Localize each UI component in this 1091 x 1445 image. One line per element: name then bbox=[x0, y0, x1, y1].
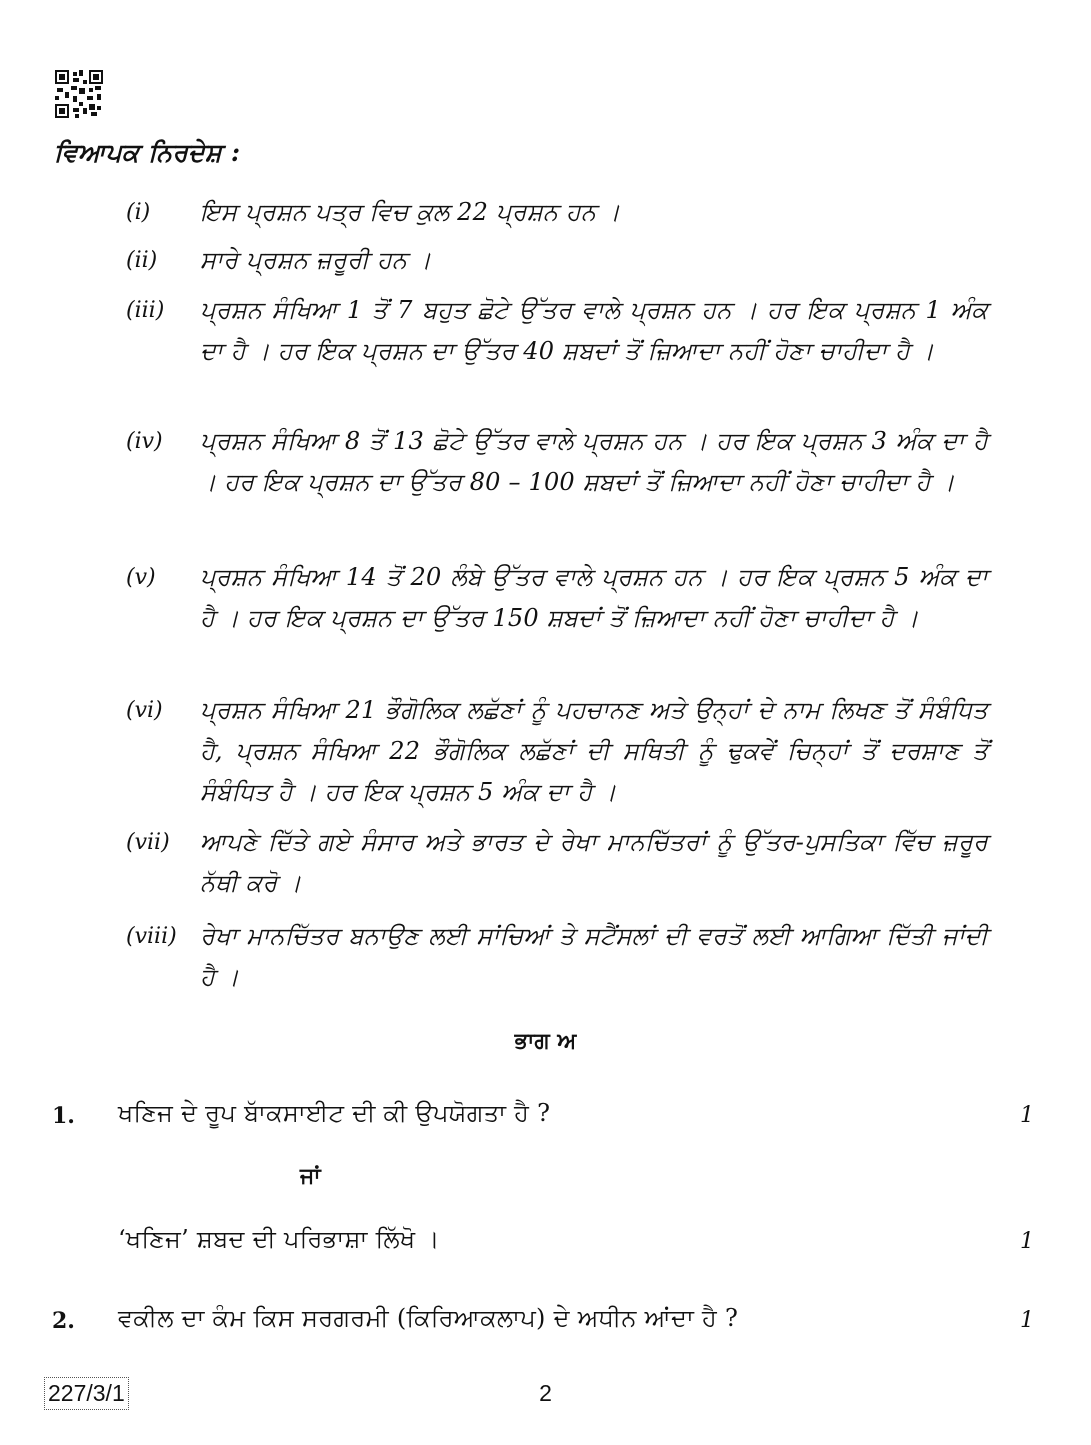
instruction-item bbox=[126, 822, 988, 904]
question-marks: 1 bbox=[1020, 1229, 1034, 1254]
paper-code: 227/3/1 bbox=[44, 1377, 129, 1410]
or-label: ਜਾਂ bbox=[300, 1163, 321, 1189]
instruction-number: (ii) bbox=[126, 248, 158, 273]
instruction-text: ਆਪਣੇ ਦਿੱਤੇ ਗਏ ਸੰਸਾਰ ਅਤੇ ਭਾਰਤ ਦੇ ਰੇਖਾ ਮਾਨਚਿੱਤਰਾਂ ਨੂੰ ਉੱਤਰ-ਪੁਸਤਿਕਾ ਵਿੱਚ ਜ਼ਰੂਰ ਨੱਥੀ ਕਰੋ । bbox=[200, 828, 988, 897]
question-text: ‘ਖਣਿਜ’ ਸ਼ਬਦ ਦੀ ਪਰਿਭਾਸ਼ਾ ਲਿੱਖੋ । bbox=[118, 1225, 440, 1253]
instruction-item bbox=[126, 290, 988, 372]
instruction-text: ਇਸ ਪ੍ਰਸ਼ਨ ਪਤ੍ਰ ਵਿਚ ਕੁਲ 22 ਪ੍ਰਸ਼ਨ ਹਨ । bbox=[200, 198, 621, 226]
instruction-item bbox=[126, 421, 988, 503]
instruction-text: ਪ੍ਰਸ਼ਨ ਸੰਖਿਆ 1 ਤੋਂ 7 ਬਹੁਤ ਛੋਟੇ ਉੱਤਰ ਵਾਲੇ ਪ੍ਰਸ਼ਨ ਹਨ । ਹਰ ਇਕ ਪ੍ਰਸ਼ਨ 1 ਅੰਕ ਦਾ ਹੈ । ਹਰ ਇਕ ਪ੍ਰਸ਼ਨ ਦਾ ਉੱਤਰ 40 ਸ਼ਬਦਾਂ ਤੋਂ ਜ਼ਿਆਦਾ ਨਹੀਂ ਹੋਣਾ ਚਾਹੀਦਾ ਹੈ । bbox=[200, 296, 988, 365]
question-number: 2. bbox=[52, 1308, 75, 1334]
instruction-item bbox=[126, 240, 988, 281]
instructions-heading: ਵਿਆਪਕ ਨਿਰਦੇਸ਼ : bbox=[54, 138, 241, 167]
question-number: 1. bbox=[52, 1103, 75, 1129]
question-marks: 1 bbox=[1020, 1308, 1034, 1333]
question-text: ਖਣਿਜ ਦੇ ਰੂਪ ਬਾੱਕਸਾਈਟ ਦੀ ਕੀ ਉਪਯੋਗਤਾ ਹੈ ? bbox=[118, 1099, 551, 1127]
instruction-text: ਪ੍ਰਸ਼ਨ ਸੰਖਿਆ 14 ਤੋਂ 20 ਲੰਬੇ ਉੱਤਰ ਵਾਲੇ ਪ੍ਰਸ਼ਨ ਹਨ । ਹਰ ਇਕ ਪ੍ਰਸ਼ਨ 5 ਅੰਕ ਦਾ ਹੈ । ਹਰ ਇਕ ਪ੍ਰਸ਼ਨ ਦਾ ਉੱਤਰ 150 ਸ਼ਬਦਾਂ ਤੋਂ ਜ਼ਿਆਦਾ ਨਹੀਂ ਹੋਣਾ ਚਾਹੀਦਾ ਹੈ । bbox=[200, 563, 988, 632]
instruction-item bbox=[126, 916, 988, 998]
instruction-item bbox=[126, 192, 988, 233]
instruction-number: (v) bbox=[126, 565, 156, 590]
instruction-number: (iii) bbox=[126, 298, 165, 323]
instruction-number: (vii) bbox=[126, 830, 170, 855]
question-text: ਵਕੀਲ ਦਾ ਕੰਮ ਕਿਸ ਸਰਗਰਮੀ (ਕਿਰਿਆਕਲਾਪ) ਦੇ ਅਧੀਨ ਆਂਦਾ ਹੈ ? bbox=[118, 1304, 739, 1332]
page-number: 2 bbox=[539, 1380, 552, 1406]
instruction-text: ਪ੍ਰਸ਼ਨ ਸੰਖਿਆ 8 ਤੋਂ 13 ਛੋਟੇ ਉੱਤਰ ਵਾਲੇ ਪ੍ਰਸ਼ਨ ਹਨ । ਹਰ ਇਕ ਪ੍ਰਸ਼ਨ 3 ਅੰਕ ਦਾ ਹੈ । ਹਰ ਇਕ ਪ੍ਰਸ਼ਨ ਦਾ ਉੱਤਰ 80 – 100 ਸ਼ਬਦਾਂ ਤੋਂ ਜ਼ਿਆਦਾ ਨਹੀਂ ਹੋਣਾ ਚਾਹੀਦਾ ਹੈ । bbox=[200, 427, 988, 496]
instruction-number: (iv) bbox=[126, 429, 163, 454]
qr-code-icon bbox=[55, 70, 103, 118]
instruction-number: (vi) bbox=[126, 698, 163, 723]
instruction-number: (viii) bbox=[126, 924, 177, 949]
instruction-text: ਰੇਖਾ ਮਾਨਚਿੱਤਰ ਬਨਾਉਣ ਲਈ ਸਾਂਚਿਆਂ ਤੇ ਸਟੈਂਸਲਾਂ ਦੀ ਵਰਤੋਂ ਲਈ ਆਗਿਆ ਦਿੱਤੀ ਜਾਂਦੀ ਹੈ । bbox=[200, 922, 988, 991]
question-marks: 1 bbox=[1020, 1103, 1034, 1128]
instruction-item bbox=[126, 557, 988, 639]
instruction-item bbox=[126, 690, 988, 813]
instruction-number: (i) bbox=[126, 200, 151, 225]
instruction-text: ਪ੍ਰਸ਼ਨ ਸੰਖਿਆ 21 ਭੌਗੋਲਿਕ ਲਛੱਣਾਂ ਨੂੰ ਪਹਚਾਨਣ ਅਤੇ ਉਨ੍ਹਾਂ ਦੇ ਨਾਮ ਲਿਖਣ ਤੋਂ ਸੰਬੰਧਿਤ ਹੈ, ਪ੍ਰਸ਼ਨ ਸੰਖਿਆ 22 ਭੌਗੋਲਿਕ ਲਛੱਣਾਂ ਦੀ ਸਥਿਤੀ ਨੂੰ ਢੁਕਵੇਂ ਚਿਨ੍ਹਾਂ ਤੋਂ ਦਰਸ਼ਾਣ ਤੋਂ ਸੰਬੰਧਿਤ ਹੈ । ਹਰ ਇਕ ਪ੍ਰਸ਼ਨ 5 ਅੰਕ ਦਾ ਹੈ । bbox=[200, 696, 988, 806]
section-title: ਭਾਗ ਅ bbox=[514, 1028, 577, 1054]
instruction-text: ਸਾਰੇ ਪ੍ਰਸ਼ਨ ਜ਼ਰੂਰੀ ਹਨ । bbox=[200, 246, 432, 274]
